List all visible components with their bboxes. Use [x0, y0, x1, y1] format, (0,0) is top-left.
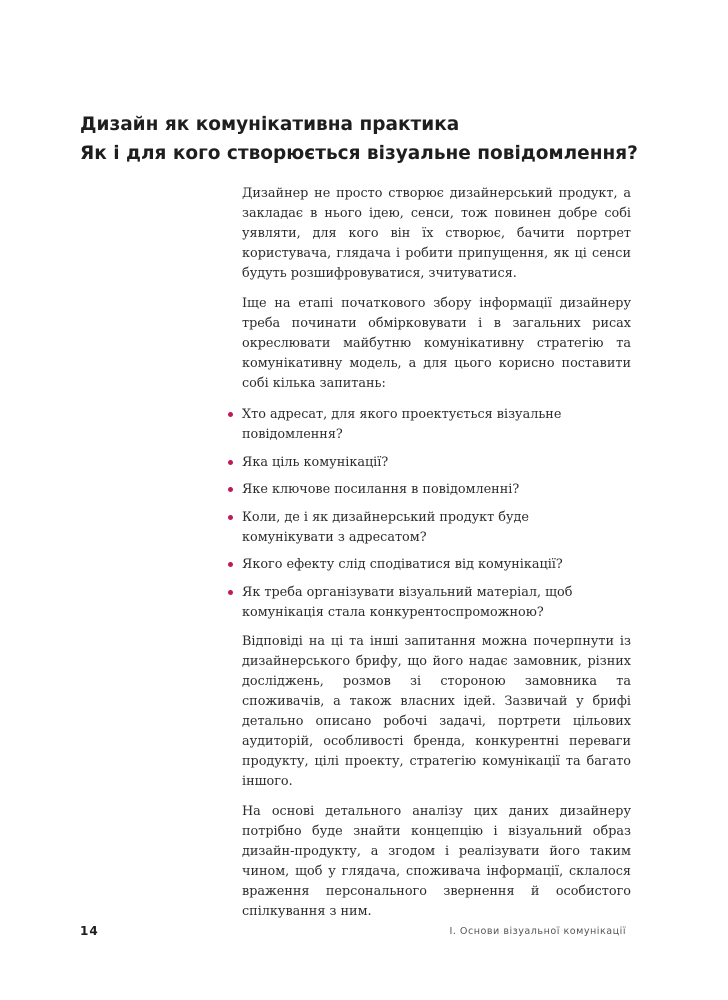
section-title: І. Основи візуальної комунікації [449, 926, 626, 937]
question-item [228, 508, 617, 548]
question-item [228, 453, 617, 473]
question-item [228, 555, 617, 575]
bullet-dot-icon [228, 487, 233, 492]
question-item [228, 480, 617, 500]
conclusion-paragraph: На основі детального аналізу цих даних дизайнеру потрібно буде знайти концепцію і візуальний образ дизайн-продукту, а згодом і реалізувати його таким чином, щоб у глядача, споживача інформації, склалося враження персонального звернення й особистого спілкування з ним. [242, 803, 631, 919]
question-text: Яке ключове посилання в повідомленні? [242, 482, 520, 497]
page-heading [80, 110, 680, 168]
bullet-dot-icon [228, 515, 233, 520]
bullet-dot-icon [228, 590, 233, 595]
intro-paragraph: Дизайнер не просто створює дизайнерський продукт, а закладає в нього ідею, сенси, тож повинен добре собі уявляти, для кого він їх створює, бачити портрет користувача, глядача і робити припущення, як ці сенси будуть розшифровуватися, зчитуватися. [242, 186, 631, 281]
questions-list [228, 405, 617, 623]
questions-intro-paragraph: Іще на етапі початкового збору інформації дизайнеру треба починати обмірковувати і в загальних рисах окреслювати майбутню комунікативну стратегію та комунікативну модель, а для цього корисно поставити собі кілька запитань: [242, 296, 631, 391]
heading-line-2: Як і для кого створюється візуальне повідомлення? [80, 143, 638, 164]
body-column [242, 184, 631, 932]
question-item [228, 583, 617, 623]
bullet-dot-icon [228, 412, 233, 417]
question-item [228, 405, 617, 445]
heading-line-1: Дизайн як комунікативна практика [80, 114, 460, 135]
question-text: Якого ефекту слід сподіватися від комунікації? [242, 557, 563, 572]
question-text: Яка ціль комунікації? [242, 454, 389, 470]
question-text: Як треба організувати візуальний матеріал, щоб комунікація стала конкурентоспроможною? [242, 584, 573, 620]
question-text: Коли, де і як дизайнерський продукт буде комунікувати з адресатом? [242, 509, 529, 545]
page-number: 14 [80, 924, 99, 938]
question-text: Хто адресат, для якого проектується візуальне повідомлення? [242, 407, 562, 442]
bullet-dot-icon [228, 562, 233, 567]
answers-paragraph: Відповіді на ці та інші запитання можна почерпнути із дизайнерського брифу, що його надає замовник, різних досліджень, розмов зі стороною замовника та споживачів, а також власних ідей. Зазвичай у брифі детально описано робочі задачі, портрети цільових аудиторій, особливості бренда, конкурентні переваги продукту, цілі проекту, стратегію комунікації та багато іншого. [242, 633, 631, 789]
bullet-dot-icon [228, 460, 233, 465]
